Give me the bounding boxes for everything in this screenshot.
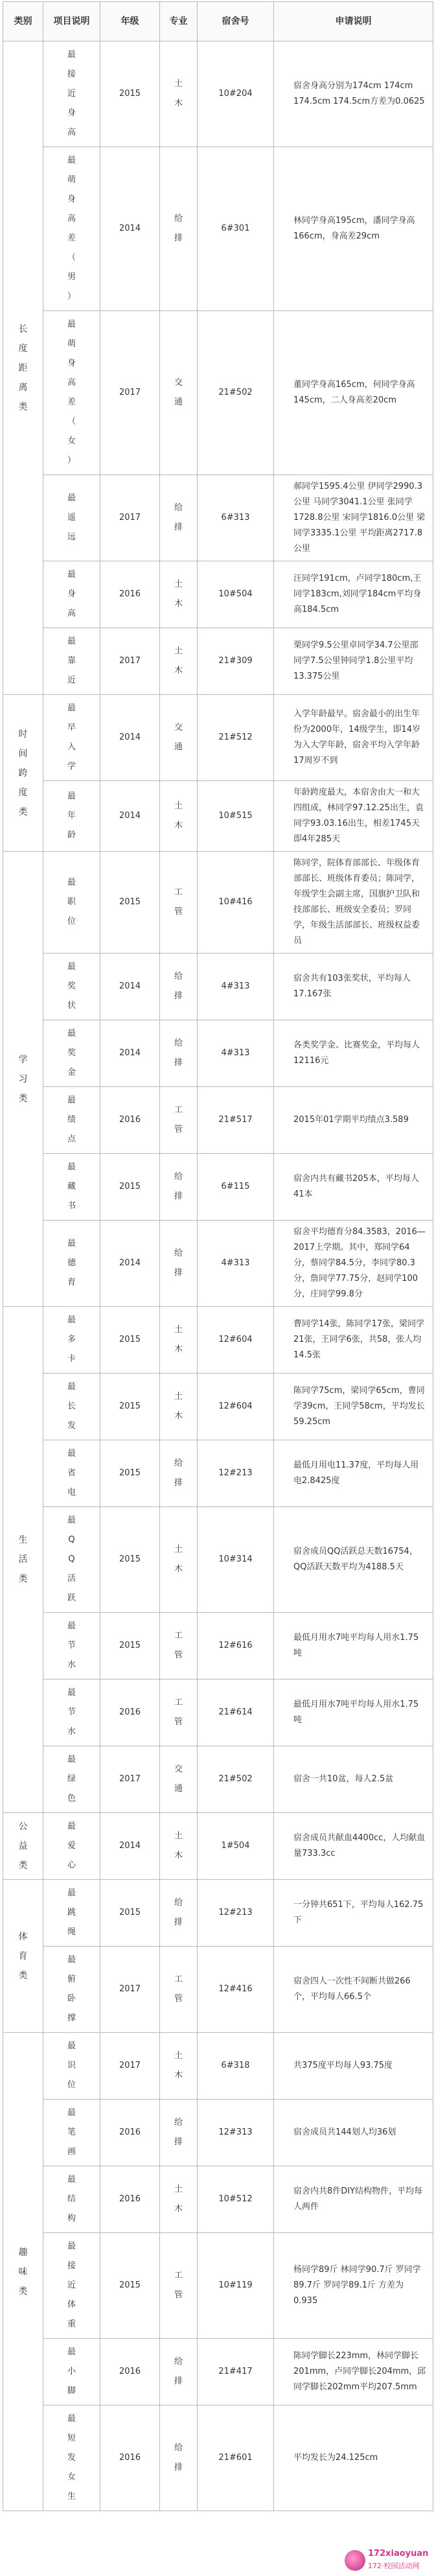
room-cell: 10#119	[198, 2233, 274, 2339]
item-cell	[43, 2233, 100, 2339]
major-cell	[160, 561, 198, 628]
major-cell	[160, 1813, 198, 1880]
room-cell: 21#517	[198, 1087, 274, 1154]
table-row	[3, 1221, 433, 1307]
major-cell	[160, 1680, 198, 1746]
major-text: 给排	[174, 2118, 183, 2147]
major-cell	[160, 1507, 198, 1613]
item-cell	[43, 311, 100, 475]
table-row	[3, 852, 433, 954]
grade-cell: 2014	[100, 1020, 160, 1087]
major-cell	[160, 695, 198, 781]
description-cell: 年龄跨度最大，本宿舍由大一和大四组成，林同学97.12.25出生，袁同学93.03.16出生，相差1745天即4年285天	[274, 781, 433, 852]
category-cell	[3, 2033, 43, 2511]
grade-cell: 2015	[100, 1154, 160, 1221]
major-cell	[160, 41, 198, 147]
major-cell	[160, 954, 198, 1020]
room-cell: 4#313	[198, 1221, 274, 1307]
item-cell	[43, 1507, 100, 1613]
description-cell: 一分钟共651下，平均每人162.75下	[274, 1880, 433, 1947]
major-text: 给排	[174, 1248, 183, 1278]
major-cell	[160, 1746, 198, 1813]
description-cell: 宿舍成员QQ活跃总天数16754，QQ活跃天数平均为4188.5天	[274, 1507, 433, 1613]
description-cell: 最低月用水7吨平均每人用水1.75吨	[274, 1680, 433, 1746]
grade-cell: 2015	[100, 1307, 160, 1374]
grade-cell: 2014	[100, 695, 160, 781]
item-cell	[43, 1880, 100, 1947]
header-item: 项目说明	[43, 2, 100, 41]
table-row	[3, 1087, 433, 1154]
description-cell: 宿舍四人一次性不间断共做266个，平均每人66.5个	[274, 1947, 433, 2033]
item-cell	[43, 475, 100, 561]
major-cell	[160, 1880, 198, 1947]
category-label: 趣味类	[18, 2247, 28, 2297]
major-text: 工管	[174, 1974, 183, 2004]
table-row	[3, 781, 433, 852]
room-cell: 12#616	[198, 1613, 274, 1680]
header-row	[3, 2, 433, 41]
room-cell: 4#313	[198, 1020, 274, 1087]
category-label: 体育类	[18, 1931, 28, 1981]
item-text: 最接近身高	[67, 50, 76, 137]
major-text: 土木	[174, 1392, 183, 1421]
major-cell	[160, 1020, 198, 1087]
item-text: 最萌身高差（女）	[67, 320, 76, 465]
item-text: 最QQ活跃	[67, 1516, 76, 1603]
item-text: 最结构	[67, 2175, 76, 2223]
major-cell	[160, 1374, 198, 1440]
room-cell: 21#417	[198, 2339, 274, 2406]
room-cell: 6#301	[198, 147, 274, 311]
item-cell	[43, 2166, 100, 2233]
major-text: 交通	[174, 1764, 183, 1794]
major-text: 工管	[174, 1105, 183, 1134]
major-text: 土木	[174, 646, 183, 675]
item-cell	[43, 695, 100, 781]
item-text: 最藏书	[67, 1162, 76, 1211]
item-cell	[43, 1307, 100, 1374]
grade-cell: 2014	[100, 147, 160, 311]
major-text: 给排	[174, 972, 183, 1001]
item-text: 最节水	[67, 1688, 76, 1737]
grade-cell: 2017	[100, 475, 160, 561]
grade-cell: 2017	[100, 311, 160, 475]
header-major: 专业	[160, 2, 198, 41]
major-text: 土木	[174, 1545, 183, 1574]
room-cell: 6#115	[198, 1154, 274, 1221]
major-text: 给排	[174, 503, 183, 532]
room-cell: 12#604	[198, 1307, 274, 1374]
major-cell	[160, 1087, 198, 1154]
item-cell	[43, 954, 100, 1020]
table-row	[3, 1507, 433, 1613]
item-text: 最奖金	[67, 1029, 76, 1077]
room-cell: 12#213	[198, 1880, 274, 1947]
item-text: 最多卡	[67, 1315, 76, 1364]
grade-cell: 2016	[100, 561, 160, 628]
description-cell: 入学年龄最早。宿舍最小的出生年份为2000年，14级学生，即14岁为入大学年龄，宿舍平均入学年龄17周岁不到	[274, 695, 433, 781]
description-cell: 宿舍平均德育分84.3583，2016—2017上学期。其中，郑同学64分，蔡同学84.5分，李同学80.3分，詹同学77.75分，赵同学100分，庄同学99.8分	[274, 1221, 433, 1307]
major-text: 工管	[174, 887, 183, 917]
watermark-subtitle: 172·校园活动网	[368, 2562, 420, 2570]
table-row	[3, 2166, 433, 2233]
major-text: 交通	[174, 723, 183, 752]
table-container	[3, 1, 433, 2511]
major-cell	[160, 781, 198, 852]
major-text: 土木	[174, 580, 183, 609]
room-cell: 1#504	[198, 1813, 274, 1880]
major-cell	[160, 475, 198, 561]
description-cell: 林同学身高195cm，潘同学身高166cm，身高差29cm	[274, 147, 433, 311]
table-row	[3, 1947, 433, 2033]
table-row	[3, 2406, 433, 2511]
item-cell	[43, 628, 100, 695]
table-row	[3, 1020, 433, 1087]
room-cell: 21#601	[198, 2406, 274, 2511]
major-text: 给排	[174, 214, 183, 243]
major-text: 工管	[174, 1698, 183, 1727]
category-label: 公益类	[18, 1821, 28, 1871]
room-cell: 6#318	[198, 2033, 274, 2100]
table-row	[3, 2100, 433, 2166]
item-text: 最年龄	[67, 791, 76, 840]
description-cell: 宿舍成员共144划人均36划	[274, 2100, 433, 2166]
table-row	[3, 41, 433, 147]
table-row	[3, 1746, 433, 1813]
description-cell: 宿舍身高分别为174cm 174cm 174.5cm 174.5cm方差为0.0625	[274, 41, 433, 147]
header-category: 类别	[3, 2, 43, 41]
item-text: 最身高	[67, 570, 76, 618]
item-text: 最笔画	[67, 2108, 76, 2157]
grade-cell: 2015	[100, 1613, 160, 1680]
major-cell	[160, 2166, 198, 2233]
grade-cell: 2015	[100, 852, 160, 954]
item-text: 最德育	[67, 1239, 76, 1287]
description-cell: 宿舍成员共献血4400cc，人均献血量733.3cc	[274, 1813, 433, 1880]
grade-cell: 2016	[100, 2100, 160, 2166]
header-grade: 年级	[100, 2, 160, 41]
table-row	[3, 1613, 433, 1680]
table-body	[3, 41, 433, 2511]
grade-cell: 2016	[100, 2166, 160, 2233]
major-cell	[160, 1221, 198, 1307]
grade-cell: 2017	[100, 2033, 160, 2100]
item-text: 最识位	[67, 2041, 76, 2090]
item-text: 最节水	[67, 1621, 76, 1670]
watermark-site: 172xiaoyuan	[368, 2549, 429, 2558]
grade-cell: 2014	[100, 1221, 160, 1307]
table-row	[3, 1374, 433, 1440]
grade-cell: 2015	[100, 1507, 160, 1613]
grade-cell: 2015	[100, 1880, 160, 1947]
table-row	[3, 1307, 433, 1374]
item-cell	[43, 1374, 100, 1440]
major-cell	[160, 852, 198, 954]
table-row	[3, 561, 433, 628]
item-text: 最长发	[67, 1382, 76, 1431]
table-row	[3, 1440, 433, 1507]
grade-cell: 2016	[100, 1680, 160, 1746]
item-cell	[43, 561, 100, 628]
item-text: 最绩点	[67, 1095, 76, 1144]
room-cell: 10#515	[198, 781, 274, 852]
major-text: 土木	[174, 79, 183, 108]
major-cell	[160, 2233, 198, 2339]
room-cell: 10#504	[198, 561, 274, 628]
description-cell: 宿舍共有103张奖状，平均每人17.167张	[274, 954, 433, 1020]
header-description: 申请说明	[274, 2, 433, 41]
table-row	[3, 1154, 433, 1221]
grade-cell: 2015	[100, 1374, 160, 1440]
description-cell: 曹同学14张，陈同学17张，梁同学21张，王同学6张，共58，张人均14.5张	[274, 1307, 433, 1374]
item-text: 最跳绳	[67, 1888, 76, 1937]
major-text: 给排	[174, 2443, 183, 2472]
major-text: 土木	[174, 1831, 183, 1860]
description-cell: 各类奖学金、比赛奖金，平均每人12116元	[274, 1020, 433, 1087]
description-cell: 董同学身高165cm，何同学身高145cm，二人身高差20cm	[274, 311, 433, 475]
item-cell	[43, 41, 100, 147]
description-cell: 宿舍内共有藏书205本，平均每人41本	[274, 1154, 433, 1221]
description-cell: 杨同学89斤 林同学90.7斤 罗同学89.7斤 罗同学89.1斤 方差为0.935	[274, 2233, 433, 2339]
grade-cell: 2016	[100, 1087, 160, 1154]
room-cell: 10#204	[198, 41, 274, 147]
room-cell: 21#614	[198, 1680, 274, 1746]
major-text: 土木	[174, 1325, 183, 1354]
item-cell	[43, 1020, 100, 1087]
item-text: 最接近体重	[67, 2242, 76, 2329]
major-text: 土木	[174, 2184, 183, 2214]
item-cell	[43, 147, 100, 311]
category-cell	[3, 695, 43, 852]
description-cell: 陈同学，院体育部部长、年级体育部部长、班级体育委员；陈同学，年级学生会副主席，国旗护卫队和技部部长、班级安全委员；罗同学，年级生活部部长、班级权益委员	[274, 852, 433, 954]
item-text: 最奖状	[67, 962, 76, 1011]
major-cell	[160, 1307, 198, 1374]
item-cell	[43, 1440, 100, 1507]
major-text: 交通	[174, 378, 183, 407]
item-text: 最职位	[67, 878, 76, 926]
major-cell	[160, 2339, 198, 2406]
category-cell	[3, 1307, 43, 1813]
category-label: 生活类	[18, 1535, 28, 1584]
major-cell	[160, 2033, 198, 2100]
room-cell: 21#502	[198, 1746, 274, 1813]
item-text: 最萌身高差（男）	[67, 156, 76, 301]
category-cell	[3, 1813, 43, 1880]
item-cell	[43, 1746, 100, 1813]
table-row	[3, 147, 433, 311]
major-text: 给排	[174, 1898, 183, 1927]
grade-cell: 2015	[100, 1440, 160, 1507]
description-cell: 最低月用电11.37度，平均每人用电2.8425度	[274, 1440, 433, 1507]
description-cell: 宿舍内共8件DIY结构物件，平均每人两件	[274, 2166, 433, 2233]
room-cell: 10#416	[198, 852, 274, 954]
grade-cell: 2015	[100, 2233, 160, 2339]
major-cell	[160, 2406, 198, 2511]
room-cell: 12#604	[198, 1374, 274, 1440]
item-cell	[43, 1221, 100, 1307]
table-row	[3, 475, 433, 561]
item-text: 最遥远	[67, 493, 76, 542]
table-row	[3, 695, 433, 781]
item-cell	[43, 2406, 100, 2511]
table-row	[3, 628, 433, 695]
major-cell	[160, 1613, 198, 1680]
major-text: 土木	[174, 801, 183, 830]
description-cell: 平均发长为24.125cm	[274, 2406, 433, 2511]
room-cell: 12#313	[198, 2100, 274, 2166]
category-cell	[3, 1880, 43, 2033]
item-text: 最靠近	[67, 637, 76, 685]
major-text: 工管	[174, 2271, 183, 2300]
description-cell: 最低月用水7吨平均每人用水1.75吨	[274, 1613, 433, 1680]
category-label: 长度距离类	[18, 323, 28, 412]
category-cell	[3, 41, 43, 695]
item-text: 最绿色	[67, 1755, 76, 1803]
dorm-awards-table	[3, 1, 433, 2511]
item-text: 最省电	[67, 1449, 76, 1497]
watermark-logo-icon	[345, 2550, 365, 2571]
table-row	[3, 2339, 433, 2406]
major-text: 土木	[174, 2051, 183, 2080]
room-cell: 6#313	[198, 475, 274, 561]
site-watermark	[345, 2547, 430, 2573]
room-cell: 10#512	[198, 2166, 274, 2233]
item-cell	[43, 781, 100, 852]
major-cell	[160, 1947, 198, 2033]
item-cell	[43, 1087, 100, 1154]
category-cell	[3, 852, 43, 1307]
grade-cell: 2016	[100, 2406, 160, 2511]
major-cell	[160, 147, 198, 311]
room-cell: 12#213	[198, 1440, 274, 1507]
description-cell: 共375度平均每人93.75度	[274, 2033, 433, 2100]
item-cell	[43, 1154, 100, 1221]
description-cell: 陈同学脚长223mm，林同学脚长201mm，卢同学脚长204mm，邱同学脚长202mm平均207.5mm	[274, 2339, 433, 2406]
room-cell: 4#313	[198, 954, 274, 1020]
room-cell: 21#502	[198, 311, 274, 475]
item-cell	[43, 2033, 100, 2100]
item-cell	[43, 1813, 100, 1880]
item-text: 最早入学	[67, 703, 76, 771]
room-cell: 21#512	[198, 695, 274, 781]
major-text: 给排	[174, 1458, 183, 1488]
item-cell	[43, 2100, 100, 2166]
description-cell: 栗同学9.5公里卓同学34.7公里邵同学7.5公里钟同学1.8公里平均13.375公里	[274, 628, 433, 695]
grade-cell: 2014	[100, 954, 160, 1020]
major-cell	[160, 1154, 198, 1221]
major-text: 给排	[174, 2357, 183, 2386]
table-row	[3, 311, 433, 475]
item-cell	[43, 1680, 100, 1746]
description-cell: 2015年01学期平均绩点3.589	[274, 1087, 433, 1154]
description-cell: 郝同学1595.4公里 伊同学2990.3公里 马同学3041.1公里 张同学1728.8公里 宋同学1816.0公里 梁同学3335.1公里 平均距离2717.8公里	[274, 475, 433, 561]
table-row	[3, 1680, 433, 1746]
grade-cell: 2016	[100, 2339, 160, 2406]
category-label: 学习类	[18, 1054, 28, 1104]
major-cell	[160, 1440, 198, 1507]
major-cell	[160, 628, 198, 695]
description-cell: 陈同学75cm，梁同学65cm，曹同学39cm，王同学58cm，平均发长59.25cm	[274, 1374, 433, 1440]
major-text: 给排	[174, 1038, 183, 1068]
table-row	[3, 1813, 433, 1880]
room-cell: 12#416	[198, 1947, 274, 2033]
table-row	[3, 1880, 433, 1947]
description-cell: 汪同学191cm，卢同学180cm,王同学183cm,刘同学184cm平均身高184.5cm	[274, 561, 433, 628]
item-text: 最小脚	[67, 2347, 76, 2396]
major-text: 工管	[174, 1631, 183, 1660]
grade-cell: 2014	[100, 781, 160, 852]
grade-cell: 2017	[100, 1947, 160, 2033]
grade-cell: 2014	[100, 1813, 160, 1880]
grade-cell: 2015	[100, 41, 160, 147]
major-text: 给排	[174, 1172, 183, 1201]
room-cell: 21#309	[198, 628, 274, 695]
header-room: 宿舍号	[198, 2, 274, 41]
item-text: 最俯卧撑	[67, 1955, 76, 2023]
item-text: 最短发女生	[67, 2414, 76, 2501]
category-label: 时间跨度类	[18, 729, 28, 817]
grade-cell: 2017	[100, 628, 160, 695]
item-cell	[43, 1947, 100, 2033]
table-row	[3, 2233, 433, 2339]
item-text: 最爱心	[67, 1821, 76, 1870]
item-cell	[43, 1613, 100, 1680]
description-cell: 宿舍一共10盆，每人2.5盆	[274, 1746, 433, 1813]
major-cell	[160, 2100, 198, 2166]
table-row	[3, 954, 433, 1020]
table-row	[3, 2033, 433, 2100]
major-cell	[160, 311, 198, 475]
grade-cell: 2017	[100, 1746, 160, 1813]
item-cell	[43, 2339, 100, 2406]
room-cell: 10#314	[198, 1507, 274, 1613]
item-cell	[43, 852, 100, 954]
